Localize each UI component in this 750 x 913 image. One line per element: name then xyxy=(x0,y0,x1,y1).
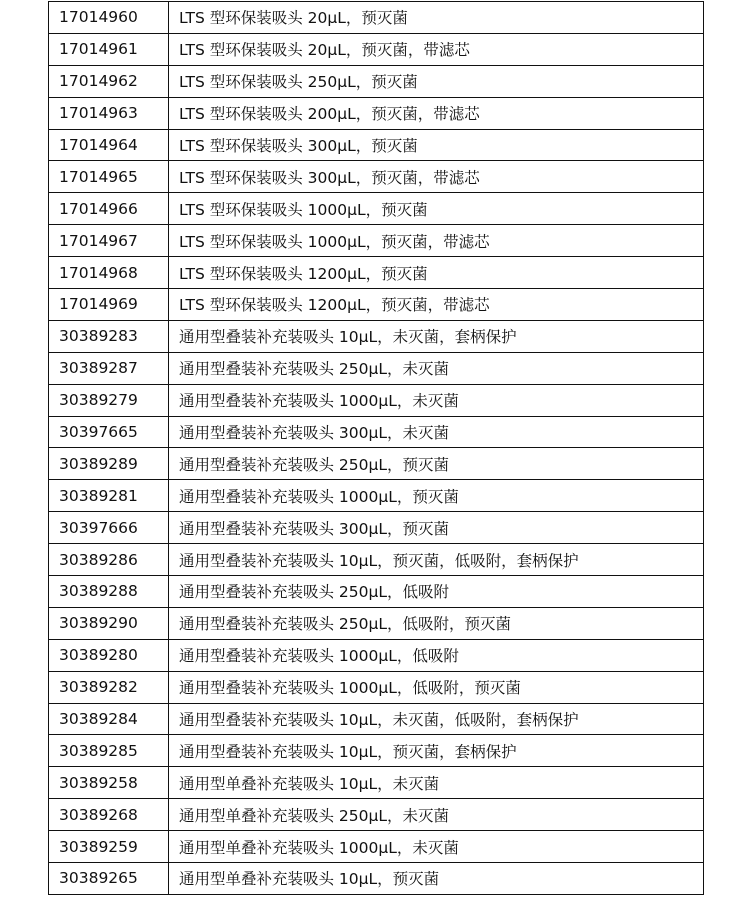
product-description-cell: 通用型叠装补充装吸头 250µL，低吸附 xyxy=(169,576,704,608)
table-row xyxy=(49,257,704,289)
product-code-cell: 30389282 xyxy=(49,671,169,703)
product-code-cell: 30389285 xyxy=(49,735,169,767)
product-description-cell: 通用型叠装补充装吸头 1000µL，低吸附，预灭菌 xyxy=(169,671,704,703)
table-row xyxy=(49,607,704,639)
product-code-cell: 17014965 xyxy=(49,161,169,193)
table-row xyxy=(49,416,704,448)
product-code-cell: 30389279 xyxy=(49,384,169,416)
product-code-cell: 30389281 xyxy=(49,480,169,512)
table-row xyxy=(49,703,704,735)
product-code-cell: 30397666 xyxy=(49,512,169,544)
product-description-cell: LTS 型环保装吸头 250µL，预灭菌 xyxy=(169,65,704,97)
table-row xyxy=(49,799,704,831)
product-description-cell: LTS 型环保装吸头 1000µL，预灭菌，带滤芯 xyxy=(169,225,704,257)
product-description-cell: LTS 型环保装吸头 1200µL，预灭菌 xyxy=(169,257,704,289)
product-description-cell: LTS 型环保装吸头 200µL，预灭菌，带滤芯 xyxy=(169,97,704,129)
product-code-cell: 30389287 xyxy=(49,352,169,384)
product-code-cell: 17014969 xyxy=(49,289,169,321)
product-description-cell: 通用型叠装补充装吸头 1000µL，低吸附 xyxy=(169,639,704,671)
product-code-cell: 17014960 xyxy=(49,2,169,34)
product-description-cell: 通用型叠装补充装吸头 10µL，预灭菌，低吸附，套柄保护 xyxy=(169,544,704,576)
product-code-cell: 30389286 xyxy=(49,544,169,576)
table-row xyxy=(49,576,704,608)
table-row xyxy=(49,193,704,225)
product-description-cell: 通用型单叠补充装吸头 10µL，预灭菌 xyxy=(169,863,704,895)
product-code-cell: 30389283 xyxy=(49,320,169,352)
product-description-cell: LTS 型环保装吸头 300µL，预灭菌 xyxy=(169,129,704,161)
table-row xyxy=(49,129,704,161)
table-row xyxy=(49,831,704,863)
table-row xyxy=(49,544,704,576)
table-row xyxy=(49,384,704,416)
table-row xyxy=(49,2,704,34)
product-code-cell: 17014964 xyxy=(49,129,169,161)
product-code-cell: 30389259 xyxy=(49,831,169,863)
product-description-cell: 通用型叠装补充装吸头 10µL，未灭菌，套柄保护 xyxy=(169,320,704,352)
product-code-cell: 30389284 xyxy=(49,703,169,735)
product-code-cell: 30389280 xyxy=(49,639,169,671)
product-table xyxy=(48,1,704,895)
product-description-cell: LTS 型环保装吸头 300µL，预灭菌，带滤芯 xyxy=(169,161,704,193)
product-description-cell: LTS 型环保装吸头 20µL，预灭菌 xyxy=(169,2,704,34)
product-code-cell: 30397665 xyxy=(49,416,169,448)
table-row xyxy=(49,352,704,384)
table-row xyxy=(49,320,704,352)
product-description-cell: 通用型单叠补充装吸头 250µL，未灭菌 xyxy=(169,799,704,831)
product-table-body xyxy=(49,2,704,895)
product-description-cell: 通用型单叠补充装吸头 1000µL，未灭菌 xyxy=(169,831,704,863)
product-description-cell: 通用型叠装补充装吸头 250µL，低吸附，预灭菌 xyxy=(169,607,704,639)
product-description-cell: LTS 型环保装吸头 1000µL，预灭菌 xyxy=(169,193,704,225)
table-row xyxy=(49,33,704,65)
table-row xyxy=(49,863,704,895)
product-description-cell: 通用型叠装补充装吸头 10µL，未灭菌，低吸附，套柄保护 xyxy=(169,703,704,735)
table-row xyxy=(49,225,704,257)
product-code-cell: 30389258 xyxy=(49,767,169,799)
product-description-cell: 通用型叠装补充装吸头 10µL，预灭菌，套柄保护 xyxy=(169,735,704,767)
table-row xyxy=(49,65,704,97)
product-code-cell: 17014961 xyxy=(49,33,169,65)
table-row xyxy=(49,289,704,321)
table-row xyxy=(49,639,704,671)
product-description-cell: 通用型叠装补充装吸头 1000µL，未灭菌 xyxy=(169,384,704,416)
product-code-cell: 30389290 xyxy=(49,607,169,639)
product-code-cell: 30389289 xyxy=(49,448,169,480)
product-description-cell: 通用型叠装补充装吸头 250µL，预灭菌 xyxy=(169,448,704,480)
product-code-cell: 17014968 xyxy=(49,257,169,289)
product-description-cell: 通用型叠装补充装吸头 300µL，预灭菌 xyxy=(169,512,704,544)
product-description-cell: LTS 型环保装吸头 1200µL，预灭菌，带滤芯 xyxy=(169,289,704,321)
product-code-cell: 30389288 xyxy=(49,576,169,608)
product-code-cell: 17014962 xyxy=(49,65,169,97)
product-code-cell: 17014966 xyxy=(49,193,169,225)
table-row xyxy=(49,480,704,512)
product-code-cell: 17014963 xyxy=(49,97,169,129)
table-row xyxy=(49,161,704,193)
table-row xyxy=(49,97,704,129)
table-row xyxy=(49,671,704,703)
table-row xyxy=(49,735,704,767)
product-code-cell: 17014967 xyxy=(49,225,169,257)
product-description-cell: 通用型叠装补充装吸头 300µL，未灭菌 xyxy=(169,416,704,448)
product-description-cell: 通用型单叠补充装吸头 10µL，未灭菌 xyxy=(169,767,704,799)
product-description-cell: LTS 型环保装吸头 20µL，预灭菌，带滤芯 xyxy=(169,33,704,65)
product-description-cell: 通用型叠装补充装吸头 250µL，未灭菌 xyxy=(169,352,704,384)
product-code-cell: 30389268 xyxy=(49,799,169,831)
product-description-cell: 通用型叠装补充装吸头 1000µL，预灭菌 xyxy=(169,480,704,512)
table-row xyxy=(49,767,704,799)
product-code-cell: 30389265 xyxy=(49,863,169,895)
table-row xyxy=(49,448,704,480)
table-row xyxy=(49,512,704,544)
